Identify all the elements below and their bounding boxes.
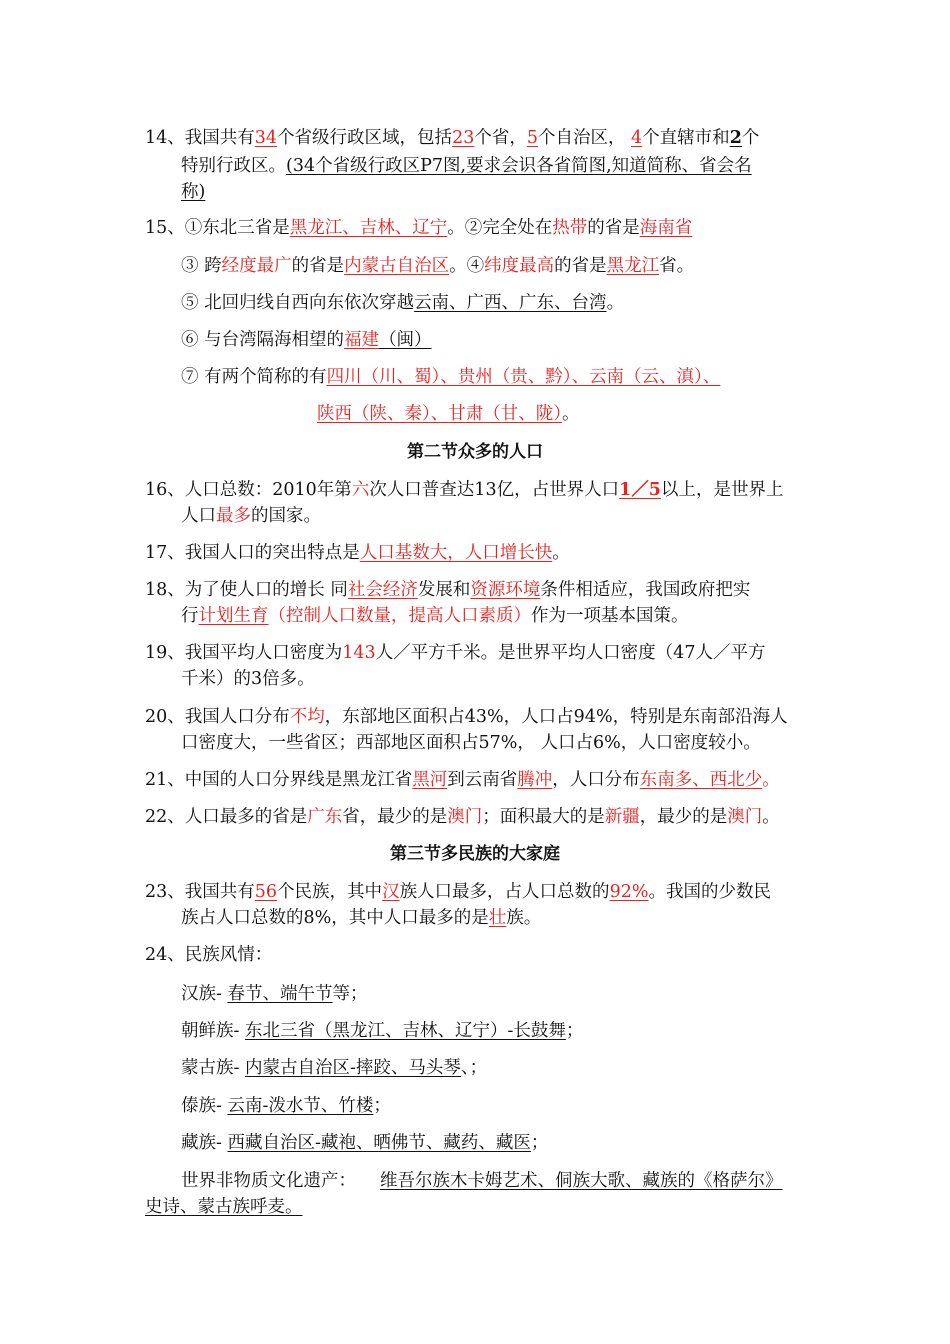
q18-line1	[145, 577, 750, 603]
text: 族人口最多，占人口总数的	[399, 882, 610, 902]
text: 世界非物质文化遗产：	[181, 1171, 356, 1191]
q23-line2	[181, 905, 541, 931]
answer: 社会经济	[347, 580, 418, 600]
text: ，最少的是	[639, 807, 728, 827]
text: 18、为了使人口的增长 同	[145, 580, 348, 600]
text: 省。	[659, 256, 695, 276]
answer: 2	[729, 128, 742, 148]
text: 。我国的少数民	[648, 882, 771, 902]
text: 个省，	[474, 128, 527, 148]
answer: 黑河	[412, 770, 448, 790]
text: 17、我国人口的突出特点是	[145, 543, 360, 563]
text: 。②完全处在	[447, 218, 553, 238]
text: 。	[762, 807, 780, 827]
answer: 4	[631, 128, 643, 148]
text: ③ 跨	[181, 256, 222, 276]
keyword: 广东	[307, 807, 343, 827]
abbr: （陕、秦）	[352, 404, 431, 424]
abbr: （甘、陇）	[483, 404, 562, 424]
text: 口密度大，一些省区；西部地区面积占57%， 人口占6%，人口密度较小。	[181, 733, 761, 753]
text: 15、①东北三省是	[145, 218, 290, 238]
text: 蒙古族-	[181, 1058, 245, 1078]
text: 。	[606, 293, 625, 313]
text: 。④	[449, 256, 485, 276]
keyword: 六	[351, 480, 370, 500]
q15-line3	[181, 290, 624, 316]
q16-line2	[181, 503, 321, 529]
keyword: 澳门	[447, 807, 483, 827]
answer: 云南、广西、广东、台湾	[414, 293, 607, 313]
text: 族占人口总数的8%，其中人口最多的是	[181, 908, 489, 928]
answer: 东北三省（黑龙江、吉林、辽宁）-长鼓舞	[244, 1021, 566, 1041]
q20-line2	[181, 730, 761, 756]
q24-heritage-cont	[145, 1194, 303, 1220]
text: 等；	[332, 984, 368, 1004]
answer: 史诗、蒙古族呼麦。	[145, 1197, 303, 1217]
keyword: 纬度最高	[484, 256, 555, 276]
text: 傣族-	[181, 1096, 228, 1116]
q21-line1	[145, 767, 780, 793]
sep: 、	[440, 367, 458, 387]
text: ⑦ 有两个简称的有	[181, 367, 327, 387]
text: 人／平方千米。是世界平均人口密度（47人／平方	[375, 643, 766, 663]
answer: 黑龙江	[606, 256, 660, 276]
q22-line1	[145, 804, 780, 830]
answer: 陕西	[317, 404, 352, 424]
answer: 汉	[382, 882, 400, 902]
answer: 东南多、西北少	[639, 770, 763, 790]
answer: 1／5	[619, 480, 661, 500]
answer: 四川	[326, 367, 362, 387]
answer: 黑龙江、吉林、辽宁	[289, 218, 448, 238]
text: 。	[552, 543, 570, 563]
text: 个直辖市和	[642, 128, 730, 148]
q24-han	[181, 981, 367, 1007]
q24-dai	[181, 1093, 391, 1119]
text: 作为一项基本国策。	[531, 606, 689, 626]
q15-line2	[181, 253, 694, 279]
keyword: 澳门	[727, 807, 763, 827]
text: 特别行政区。	[181, 156, 286, 176]
answer: 壮	[488, 908, 507, 928]
answer: 西藏自治区-藏袍、晒佛节、藏药、藏医	[227, 1133, 531, 1153]
abbr: （川、蜀）	[361, 367, 441, 387]
answer: 计划生育	[198, 606, 269, 626]
q15-line5	[181, 364, 720, 390]
answer: 内蒙古自治区-摔跤、马头琴	[244, 1058, 461, 1078]
text: 的国家。	[251, 506, 321, 526]
text: ；	[373, 1096, 391, 1116]
keyword: 143	[342, 643, 376, 663]
q19-line2	[181, 666, 315, 692]
q23-line1	[145, 879, 771, 905]
text: 发展和	[417, 580, 471, 600]
text: 20、我国人口分布	[145, 707, 290, 727]
text: 千米）的3倍多。	[181, 669, 315, 689]
text: 16、人口总数：2010年第	[145, 480, 352, 500]
text: 的省是	[291, 256, 345, 276]
keyword: （控制人口数量，提高人口素质）	[268, 606, 531, 626]
keyword: 热带	[552, 218, 588, 238]
answer: 23	[452, 128, 475, 148]
text: ；	[565, 1021, 584, 1041]
text: 。	[762, 770, 780, 790]
q14-line3	[181, 179, 205, 205]
text: 族。	[506, 908, 542, 928]
keyword: 不均	[289, 707, 325, 727]
text: ⑤ 北回归线自西向东依次穿越	[181, 293, 415, 313]
answer: 云南-泼水节、竹楼	[227, 1096, 374, 1116]
sep: 、	[430, 404, 449, 424]
text: ；面积最大的是	[482, 807, 605, 827]
text: 到云南省	[447, 770, 518, 790]
note: 称)	[181, 182, 206, 202]
q15-line1	[145, 215, 692, 241]
q24-zang	[181, 1130, 548, 1156]
text: 藏族-	[181, 1133, 228, 1153]
q20-line1	[145, 704, 788, 730]
text: 个民族，其中	[277, 882, 383, 902]
answer: 云南	[589, 367, 625, 387]
answer: 贵州	[457, 367, 493, 387]
answer: 海南省	[639, 218, 693, 238]
sep: 、	[571, 367, 590, 387]
text: 。	[562, 404, 580, 424]
text: ；	[530, 1133, 549, 1153]
text: 个自治区，	[537, 128, 632, 148]
text: 人口	[181, 506, 216, 526]
keyword: 经度最广	[221, 256, 292, 276]
abbr: （贵、黔）	[492, 367, 572, 387]
text: 、；	[460, 1058, 488, 1078]
q16-line1	[145, 477, 783, 503]
answer: 甘肃	[448, 404, 484, 424]
q24-heritage	[181, 1168, 783, 1194]
text: 的省是	[554, 256, 607, 276]
q19-line1	[145, 640, 765, 666]
text: 朝鲜族-	[181, 1021, 245, 1041]
answer: 92%	[609, 882, 649, 902]
answer: 春节、端午节	[227, 984, 333, 1004]
q24-chaoxian	[181, 1018, 583, 1044]
text: 22、人口最多的省是	[145, 807, 308, 827]
text: 19、我国平均人口密度为	[145, 643, 343, 663]
text: 条件相适应，我国政府把实	[540, 580, 751, 600]
q14-line2	[181, 153, 752, 179]
answer: 56	[254, 882, 278, 902]
answer: 34	[254, 128, 278, 148]
text: ，人口分布	[552, 770, 640, 790]
answer: 人口基数大，人口增长快	[359, 543, 553, 563]
section-heading-ethnic-groups: 第三节多民族的大家庭	[390, 844, 560, 864]
text: 汉族-	[181, 984, 228, 1004]
text: 14、我国共有	[145, 128, 255, 148]
text: 的省是	[587, 218, 640, 238]
keyword: 新疆	[604, 807, 640, 827]
q24-menggu	[181, 1055, 487, 1081]
text: 行	[181, 606, 199, 626]
abbr: （闽）	[379, 330, 432, 350]
text: 次人口普查达13亿，占世界人口	[369, 480, 620, 500]
answer: 内蒙古自治区	[344, 256, 450, 276]
q24-title: 24、民族风情：	[145, 945, 273, 965]
answer: 5	[526, 128, 538, 148]
q17-line1	[145, 540, 570, 566]
text: ⑥ 与台湾隔海相望的	[181, 330, 345, 350]
answer: 福建	[344, 330, 380, 350]
abbr: （云、滇）、	[624, 367, 721, 387]
text: 省，最少的是	[342, 807, 448, 827]
section-heading-population: 第二节众多的人口	[407, 442, 543, 462]
text: ，东部地区面积占43%，人口占94%，特别是东南部沿海人	[324, 707, 788, 727]
answer: 维吾尔族木卡姆艺术、侗族大歌、藏族的《格萨尔》	[380, 1171, 783, 1191]
q14-line1	[145, 125, 759, 151]
answer: 资源环境	[470, 580, 541, 600]
q15-line6	[317, 401, 580, 427]
q18-line2	[181, 603, 689, 629]
text: 21、中国的人口分界线是黑龙江省	[145, 770, 413, 790]
keyword: 最多	[216, 506, 251, 526]
q15-line4	[181, 327, 432, 353]
text: 以上，是世界上	[660, 480, 784, 500]
answer: 腾冲	[517, 770, 553, 790]
note: (34个省级行政区P7图,要求会识各省简图,知道简称、省会名	[286, 156, 752, 176]
text: 个省级行政区域，包括	[277, 128, 453, 148]
text: 23、我国共有	[145, 882, 255, 902]
text: 个	[741, 128, 760, 148]
